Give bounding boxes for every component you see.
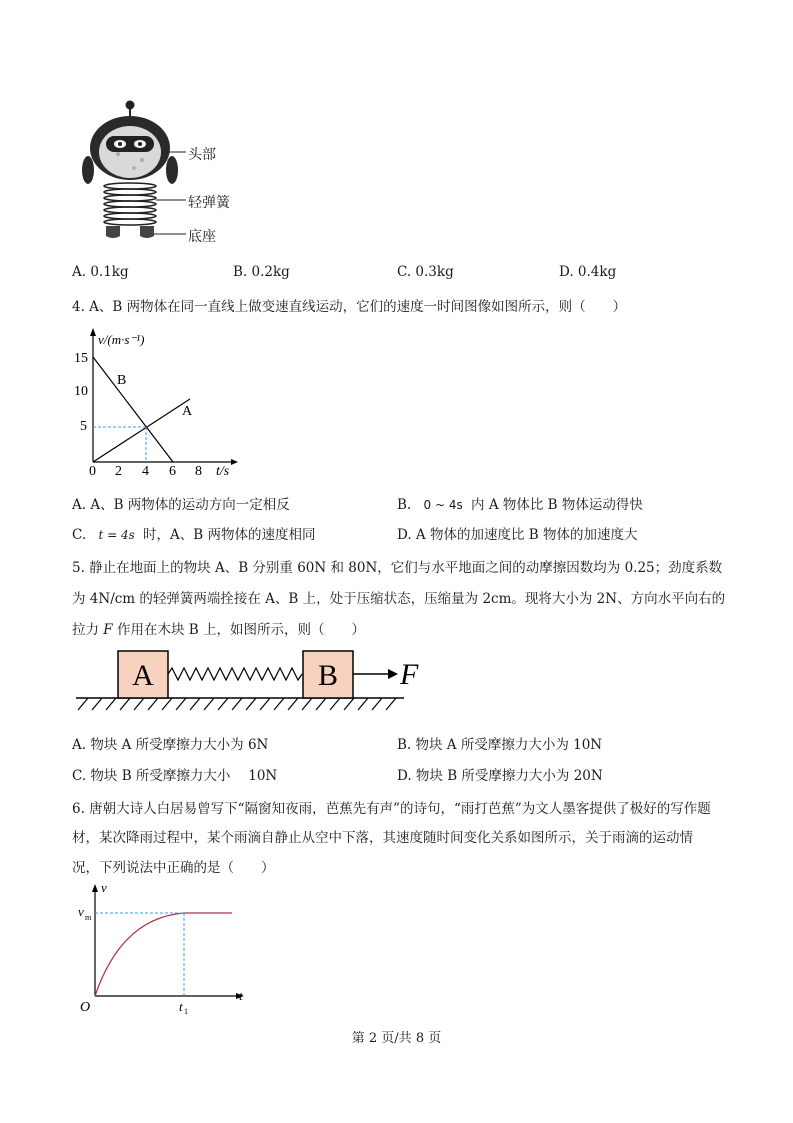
t1-label: t: [179, 999, 183, 1014]
x-tick-4: 4: [142, 464, 149, 477]
y-axis-label: v/(m·s⁻¹): [98, 332, 145, 347]
q6-vt-graph: [76, 880, 256, 1015]
q4-option-b-rest: 内 A 物体比 B 物体运动得快: [471, 497, 643, 513]
y-tick-5: 5: [80, 419, 87, 434]
q4-vt-graph: [70, 322, 250, 477]
x-axis-label: t/s: [216, 464, 230, 477]
q5-stem-line1: 5. 静止在地面上的物块 A、B 分别重 60N 和 80N，它们与水平地面之间的动摩擦因数均为 0.25；劲度系数: [72, 560, 723, 576]
vm-subscript: m: [85, 913, 92, 922]
block-a-label: A: [132, 659, 154, 692]
label-spring: 轻弹簧: [188, 195, 230, 211]
q4-option-b-prefix: B.: [397, 497, 412, 513]
x-axis-label: t: [239, 988, 243, 1003]
q3-option-b: B. 0.2kg: [233, 264, 290, 280]
y-tick-15: 15: [74, 351, 88, 366]
q5-stem-line2: 为 4N/cm 的轻弹簧两端拴接在 A、B 上，处于压缩状态，压缩量为 2cm。现将大小为 2N、方向水平向右的: [72, 591, 726, 607]
q5-option-b: B. 物块 A 所受摩擦力大小为 10N: [397, 737, 603, 753]
q4-option-c: [72, 523, 316, 543]
spring-toy-illustration: [76, 98, 256, 246]
q4-option-b: [397, 493, 643, 513]
q5-option-c: C. 物块 B 所受摩擦力大小 10N: [72, 768, 278, 784]
block-b-label: B: [317, 659, 339, 692]
q4-option-c-time: t = 4s: [98, 528, 135, 542]
q5-stem-force-symbol: F: [103, 622, 113, 638]
label-base: 底座: [188, 229, 216, 245]
line-b-label: B: [117, 373, 127, 388]
q3-option-c: C. 0.3kg: [397, 264, 454, 280]
q6-stem-line3: 况，下列说法中正确的是（ ）: [72, 860, 275, 876]
line-a: [93, 399, 190, 462]
q5-stem-line3: [72, 618, 365, 638]
line-a-label: A: [182, 404, 193, 419]
q4-option-c-rest: 时，A、B 两物体的速度相同: [143, 527, 316, 543]
q5-figure: [74, 648, 434, 716]
page-footer: 第 2 页/共 8 页: [351, 1031, 442, 1046]
origin-label: O: [80, 1000, 91, 1015]
q4-option-d: D. A 物体的加速度比 B 物体的加速度大: [397, 527, 638, 543]
force-label: F: [400, 658, 419, 691]
q5-option-d: D. 物块 B 所受摩擦力大小为 20N: [397, 768, 603, 784]
spring: [168, 668, 302, 680]
velocity-curve: [95, 913, 232, 996]
q4-stem: 4. A、B 两物体在同一直线上做变速直线运动，它们的速度一时间图像如图所示，则（ ）: [72, 299, 627, 315]
q6-stem-line2: 材，某次降雨过程中，某个雨滴自静止从空中下落，其速度随时间变化关系如图所示，关于雨滴的运动情: [72, 830, 693, 846]
q6-stem-line1: 6. 唐朝大诗人白居易曾写下“隔窗知夜雨，芭蕉先有声”的诗句，“雨打芭蕉”为文人墨客提供了极好的写作题: [72, 801, 711, 817]
label-head: 头部: [188, 147, 216, 163]
q4-option-a: A. A、B 两物体的运动方向一定相反: [72, 497, 290, 513]
vm-label: v: [78, 904, 84, 919]
x-tick-8: 8: [195, 464, 202, 477]
line-b: [93, 357, 173, 462]
q3-option-a: A. 0.1kg: [72, 264, 129, 280]
q3-figure: [76, 98, 256, 246]
y-axis-label: v: [101, 880, 107, 895]
x-tick-2: 2: [115, 464, 122, 477]
q5-stem-line3-post: 作用在木块 B 上，如图所示，则（ ）: [112, 622, 365, 638]
q4-option-c-prefix: C.: [72, 527, 87, 543]
q4-option-b-interval: 0 ~ 4s: [423, 498, 463, 512]
t1-subscript: 1: [184, 1007, 188, 1015]
q5-option-a: A. 物块 A 所受摩擦力大小为 6N: [72, 737, 269, 753]
q3-option-d: D. 0.4kg: [559, 264, 617, 280]
x-tick-6: 6: [169, 464, 176, 477]
y-tick-10: 10: [74, 384, 88, 399]
q5-stem-line3-pre: 拉力: [72, 622, 104, 638]
x-tick-0: 0: [89, 464, 96, 477]
